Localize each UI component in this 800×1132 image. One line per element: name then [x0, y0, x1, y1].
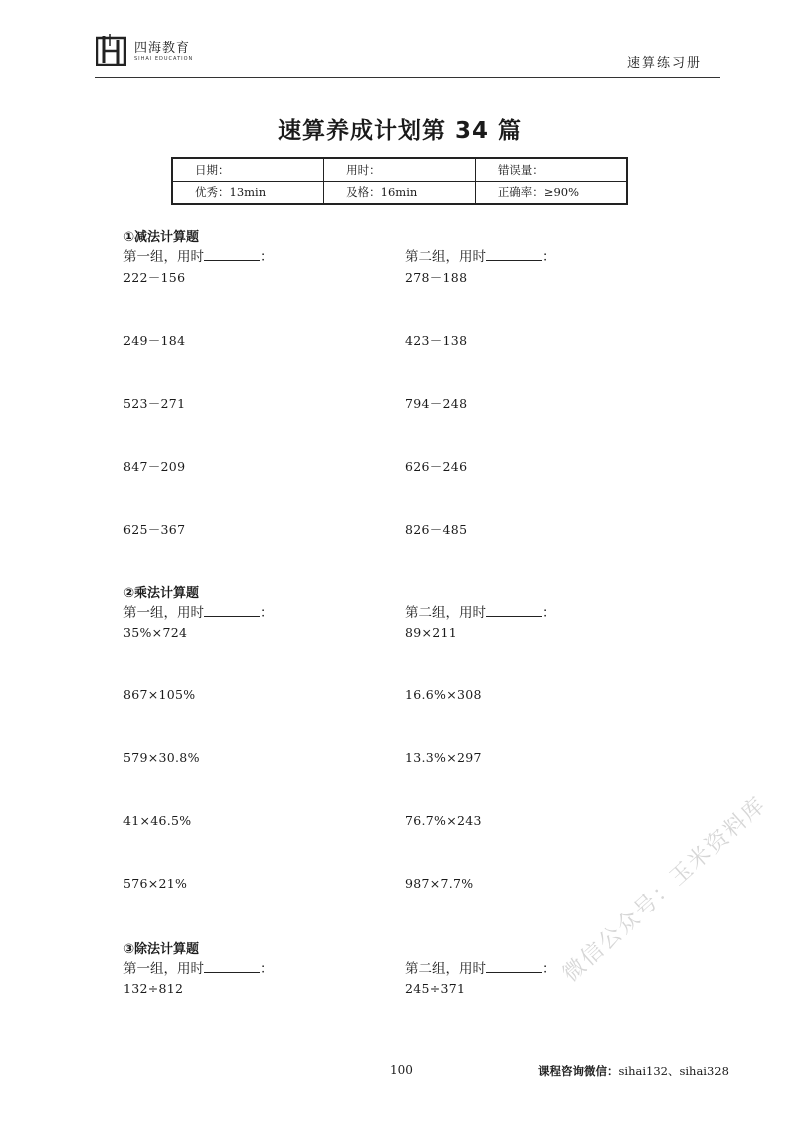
problem: 626－246: [405, 459, 468, 474]
problem: 249－184: [123, 333, 186, 348]
header-divider: [95, 77, 720, 78]
problem: 16.6%×308: [405, 687, 482, 702]
problem: 278－188: [405, 270, 468, 285]
errors-cell: 错误量：: [475, 158, 627, 181]
logo-text-en: SIHAI EDUCATION: [134, 56, 194, 62]
excellent-cell: 优秀：13min: [172, 181, 324, 204]
problem: 579×30.8%: [123, 750, 200, 765]
contact-ids: sihai132、sihai328: [618, 1064, 729, 1078]
info-row: [172, 181, 627, 204]
problem: 13.3%×297: [405, 750, 482, 765]
problem: 523－271: [123, 396, 186, 411]
group2-time-label: 第二组，用时 ：: [405, 249, 556, 265]
problem: 423－138: [405, 333, 468, 348]
problem: 625－367: [123, 522, 186, 537]
problem: 76.7%×243: [405, 813, 482, 828]
date-cell: 日期：: [172, 158, 324, 181]
group2-time-label: 第二组，用时 ：: [405, 605, 556, 621]
accuracy-cell: 正确率：≥90%: [475, 181, 627, 204]
problem: 794－248: [405, 396, 468, 411]
book-title: 速算练习册: [626, 56, 702, 71]
group1-time-label: 第一组，用时 ：: [123, 249, 274, 265]
watermark-text: 微信公众号：玉米资料库: [558, 792, 772, 988]
section-heading-subtraction: ①减法计算题: [123, 230, 200, 245]
logo-text-cn: 四海教育: [134, 41, 191, 56]
info-row: [172, 158, 627, 181]
group1-time-label: 第一组，用时 ：: [123, 605, 274, 621]
page-number: 100: [390, 1063, 413, 1077]
problem: 41×46.5%: [123, 813, 192, 828]
problem: 987×7.7%: [405, 876, 474, 891]
section-heading-division: ③除法计算题: [123, 942, 200, 957]
problem: 222－156: [123, 270, 186, 285]
pass-cell: 及格：16min: [324, 181, 476, 204]
time-cell: 用时：: [324, 158, 476, 181]
problem: 867×105%: [123, 687, 196, 702]
problem: 132÷812: [123, 981, 184, 996]
contact-info: [538, 1063, 729, 1079]
problem: 245÷371: [405, 981, 466, 996]
info-table: [171, 157, 628, 205]
group1-time-label: 第一组，用时 ：: [123, 961, 274, 977]
contact-label: 课程咨询微信：: [538, 1064, 619, 1078]
sihai-logo-icon: [96, 34, 126, 66]
problem: 847－209: [123, 459, 186, 474]
problem: 89×211: [405, 625, 458, 640]
problem: 826－485: [405, 522, 468, 537]
group2-time-label: 第二组，用时 ：: [405, 961, 556, 977]
problem: 35%×724: [123, 625, 188, 640]
section-heading-multiplication: ②乘法计算题: [123, 586, 200, 601]
problem: 576×21%: [123, 876, 188, 891]
page-title: 速算养成计划第 34 篇: [277, 118, 523, 144]
